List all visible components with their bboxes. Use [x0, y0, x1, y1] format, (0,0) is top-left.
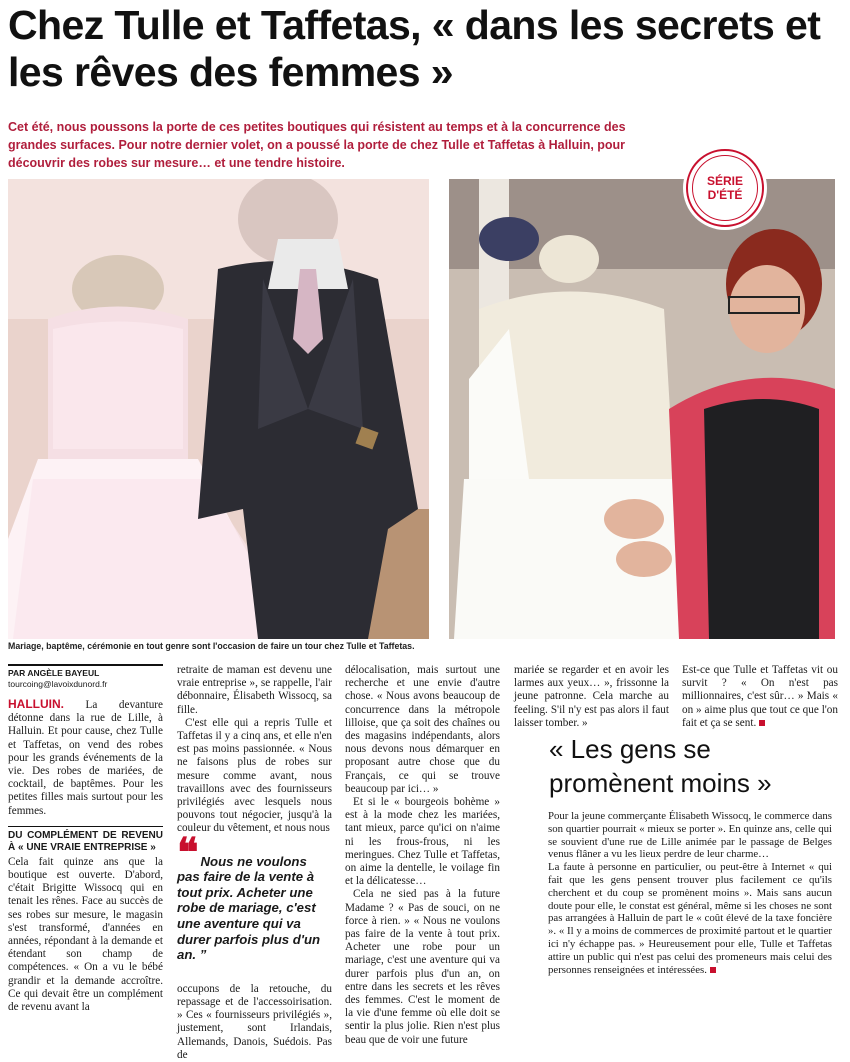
byline [8, 664, 163, 690]
byline-name: PAR ANGÈLE BAYEUL [8, 668, 100, 678]
paragraph: occupons de la retouche, du repassage et de l'accessoirisation. » Ces « fournisseurs privilégiés », justement, sont Irlandais, Allemands, Danois, Suédois. Pas de [177, 982, 332, 1061]
pull-quote: ❝ Nous ne voulons pas faire de la vente à tout prix. Acheter une robe de mariage, c'est une aventure qui va durer parfois plus d'un an. ” [177, 829, 321, 963]
byline-email: tourcoing@lavoixdunord.fr [8, 679, 108, 689]
subhead: DU COMPLÉMENT DE REVENU À « UNE VRAIE ENTREPRISE » [8, 826, 163, 854]
photo-caption: Mariage, baptême, cérémonie en tout genre sont l'occasion de faire un tour chez Tulle et Taffetas. [8, 641, 415, 651]
serie-dete-badge: SÉRIE D'ÉTÉ [686, 149, 764, 227]
column-3 [345, 664, 500, 1047]
column-1 [8, 664, 163, 1014]
paragraph: HALLUIN. La devanture détonne dans la rue de Lille, à Halluin. Et pour cause, chez Tulle et Taffetas, on vend des robes pour les grands événements de la vie. Des robes de mariées, de cocktail, de baptêmes. Pour les petites filles mais surtout pour les femmes. [8, 697, 163, 817]
section-heading-quote: « Les gens se promènent moins » [549, 734, 772, 798]
column-2 [177, 664, 332, 1062]
column-4-top [514, 664, 669, 730]
paragraph: C'est elle qui a repris Tulle et Taffetas il y a cinq ans, et elle n'en est pas moins passionnée. « Nous ne faisons plus de robes sur mesure comme avant, nous travaillons avec des fournisseurs privilégiés avec lesquels nous pouvons tout négocier, jusqu'à la couleur du vêtement, et nous nous [177, 716, 332, 835]
end-mark-icon [710, 967, 716, 973]
paragraph: Est-ce que Tulle et Taffetas vit ou survit ? « On n'est pas millionnaires, c'est sûr… » Mais « on » aime plus que tout ce que l'on fait et ça se sent. [682, 664, 838, 729]
photo-wedding-dress-fitting [449, 179, 835, 639]
lede: Cet été, nous poussons la porte de ces petites boutiques qui résistent au temps et à la concurrence des grandes surfaces. Pour notre dernier volet, on a poussé la porte de chez Tulle et Taffetas à Halluin, pour découvrir des robes sur mesure… et une tendre histoire. [8, 120, 626, 170]
paragraph: La faute à personne en particulier, ou peut-être à Internet « qui fait que les gens pensent trouver plus facilement ce qu'ils cherchent et du coup se promènent moins ». Mais sans aucun doute pour elle, le constat est général, même si les choses ne sont pas arrangées à Halluin de part le « coût élevé de la taxe foncière ». « Il y a moins de commerces de proximité partout et le quartier ici n'y échappe pas. » Heureusement pour elle, Tulle et Taffetas attire un public qui n'est pas celui des promeneurs mais celui des personnes renseignées et intéressées. [548, 861, 832, 976]
column-5-top [682, 664, 838, 730]
paragraph: Cela fait quinze ans que la boutique est ouverte. D'abord, c'était Brigitte Wissocq qui en tenait les rênes. Face au succès de ses robes sur mesure, le magasin s'est transformé, d'années en années, répondant à la demande et étendant son champ de compétences. « On a vu le bébé grandir et la demande accroître. Ce qui devait être un complément de revenu avant la [8, 855, 163, 1014]
paragraph: délocalisation, mais surtout une recherche et une envie d'autre chose. « Nous avons beaucoup de concurrence dans la métropole lilloise, que ça soit des chaînes ou des magasins indépendants, alors nous devons nous démarquer en proposant autre chose que du Français, ce qui se trouve beaucoup par ici… » [345, 664, 500, 795]
paragraph: Cela ne sied pas à la future Madame ? « Pas de souci, on ne force à rien. » « Nous ne voulons pas faire de la vente à tout prix. Acheter une robe pour un mariage, c'est une aventure qui va durer parfois plus d'un an, on entre dans les secrets et les rêves des femmes. C'est le moment de la vie d'une femme où elle doit se sentir la plus jolie. Rien n'est plus beau que de voir une future [345, 888, 500, 1046]
paragraph: Et si le « bourgeois bohème » est à la mode chez les mariées, tant mieux, parce qu'ici on n'aime ni les frous-frous, ni les meringues. Chez Tulle et Taffetas, on aime la dentelle, le voilage fin et la délicatesse… [345, 796, 500, 888]
column-45-bottom [548, 810, 832, 976]
paragraph: Pour la jeune commerçante Élisabeth Wissocq, le commerce dans son quartier pourrait « mieux se porter ». En quinze ans, celle qui se souvient d'une rue de Lille animée par le passage de Belges venus flâner a vu les lieux perdre de leur charme… [548, 810, 832, 861]
dateline-city: HALLUIN. [8, 697, 64, 711]
paragraph: retraite de maman est devenu une vraie entreprise », se rappelle, l'air débonnaire, Élisabeth Wissocq, sa fille. [177, 664, 332, 716]
headline: Chez Tulle et Taffetas, « dans les secrets et les rêves des femmes » [8, 2, 821, 95]
quote-mark-icon: ❝ [177, 829, 199, 875]
photo-child-outfits [8, 179, 429, 639]
paragraph: mariée se regarder et en avoir les larmes aux yeux… », frissonne la jeune patronne. Cela marche au feeling. S'il n'y est pas alors il faut laisser tomber. » [514, 664, 669, 729]
section-big-quote [541, 728, 831, 810]
end-mark-icon [759, 720, 765, 726]
